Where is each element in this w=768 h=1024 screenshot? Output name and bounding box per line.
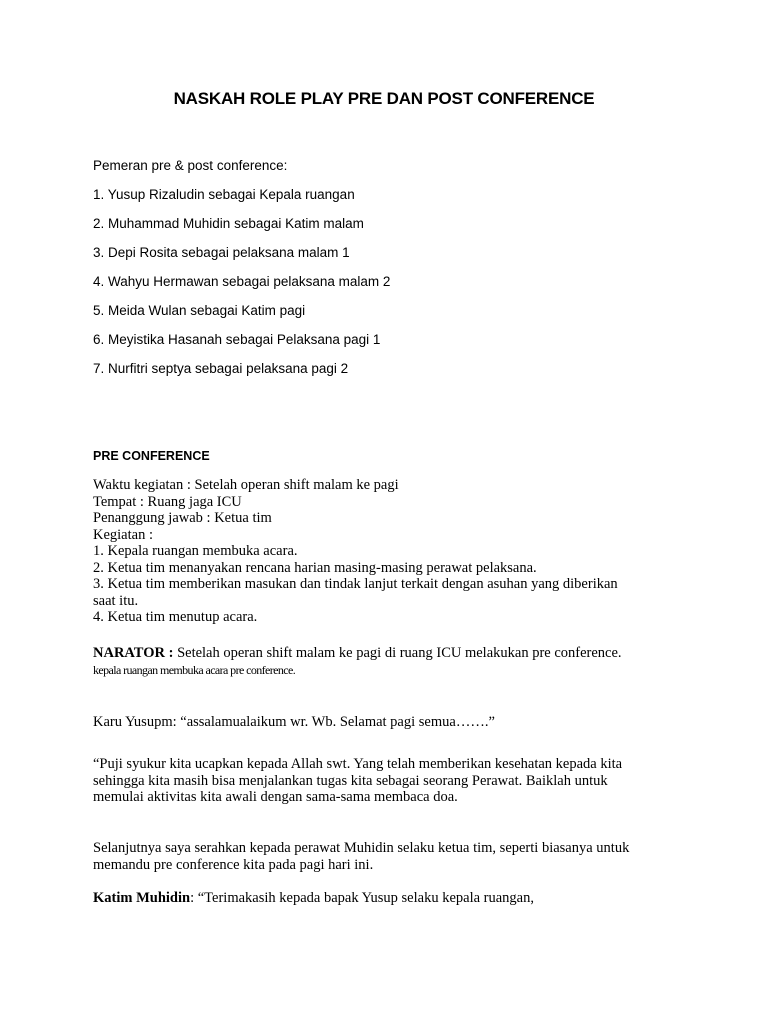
handover-paragraph [93, 840, 673, 873]
cast-item: 5. Meida Wulan sebagai Katim pagi [93, 303, 306, 318]
narator-label: NARATOR : [93, 645, 174, 661]
cast-item: 2. Muhammad Muhidin sebagai Katim malam [93, 216, 364, 231]
detail-line: 3. Ketua tim memberikan masukan dan tindak lanjut terkait dengan asuhan yang diberikan [93, 576, 618, 592]
cast-item: 7. Nurfitri septya sebagai pelaksana pagi 2 [93, 361, 349, 376]
karu-greeting: Karu Yusupm: “assalamualaikum wr. Wb. Selamat pagi semua…….” [93, 714, 495, 730]
paragraph-line: sehingga kita masih bisa menjalankan tugas kita sebagai seorang Perawat. Baiklah untuk [93, 772, 608, 789]
katim-paragraph [93, 890, 673, 907]
narator-line-2: kepala ruangan membuka acara pre conference. [93, 662, 296, 677]
cast-item: 4. Wahyu Hermawan sebagai pelaksana malam 2 [93, 274, 391, 289]
cast-item: 1. Yusup Rizaludin sebagai Kepala ruangan [93, 187, 355, 202]
narator-paragraph [93, 645, 673, 678]
cast-item: 6. Meyistika Hasanah sebagai Pelaksana pagi 1 [93, 332, 381, 347]
detail-line: 2. Ketua tim menanyakan rencana harian masing-masing perawat pelaksana. [93, 559, 537, 576]
pre-conference-heading: PRE CONFERENCE [93, 449, 210, 463]
prayer-paragraph [93, 756, 673, 806]
cast-heading: Pemeran pre & post conference: [93, 158, 288, 173]
detail-line: 1. Kepala ruangan membuka acara. [93, 543, 298, 559]
paragraph-line: memandu pre conference kita pada pagi hari ini. [93, 856, 374, 873]
detail-line: Kegiatan : [93, 526, 153, 543]
document-title: NASKAH ROLE PLAY PRE DAN POST CONFERENCE [173, 89, 595, 108]
katim-text: : “Terimakasih kepada bapak Yusup selaku kepala ruangan, [190, 890, 534, 906]
detail-line: Waktu kegiatan : Setelah operan shift malam ke pagi [93, 477, 399, 493]
detail-line: 4. Ketua tim menutup acara. [93, 609, 258, 625]
detail-line: saat itu. [93, 592, 139, 609]
katim-label: Katim Muhidin [93, 890, 191, 906]
cast-item: 3. Depi Rosita sebagai pelaksana malam 1 [93, 245, 350, 260]
paragraph-line: memulai aktivitas kita awali dengan sama-sama membaca doa. [93, 789, 458, 805]
paragraph-line: “Puji syukur kita ucapkan kepada Allah swt. Yang telah memberikan kesehatan kepada kita [93, 756, 623, 772]
pre-conference-details [93, 477, 673, 626]
narator-text: Setelah operan shift malam ke pagi di ruang ICU melakukan pre conference. [173, 645, 622, 661]
detail-line: Tempat : Ruang jaga ICU [93, 493, 242, 510]
detail-line: Penanggung jawab : Ketua tim [93, 510, 272, 526]
paragraph-line: Selanjutnya saya serahkan kepada perawat Muhidin selaku ketua tim, seperti biasanya untuk [93, 840, 630, 856]
